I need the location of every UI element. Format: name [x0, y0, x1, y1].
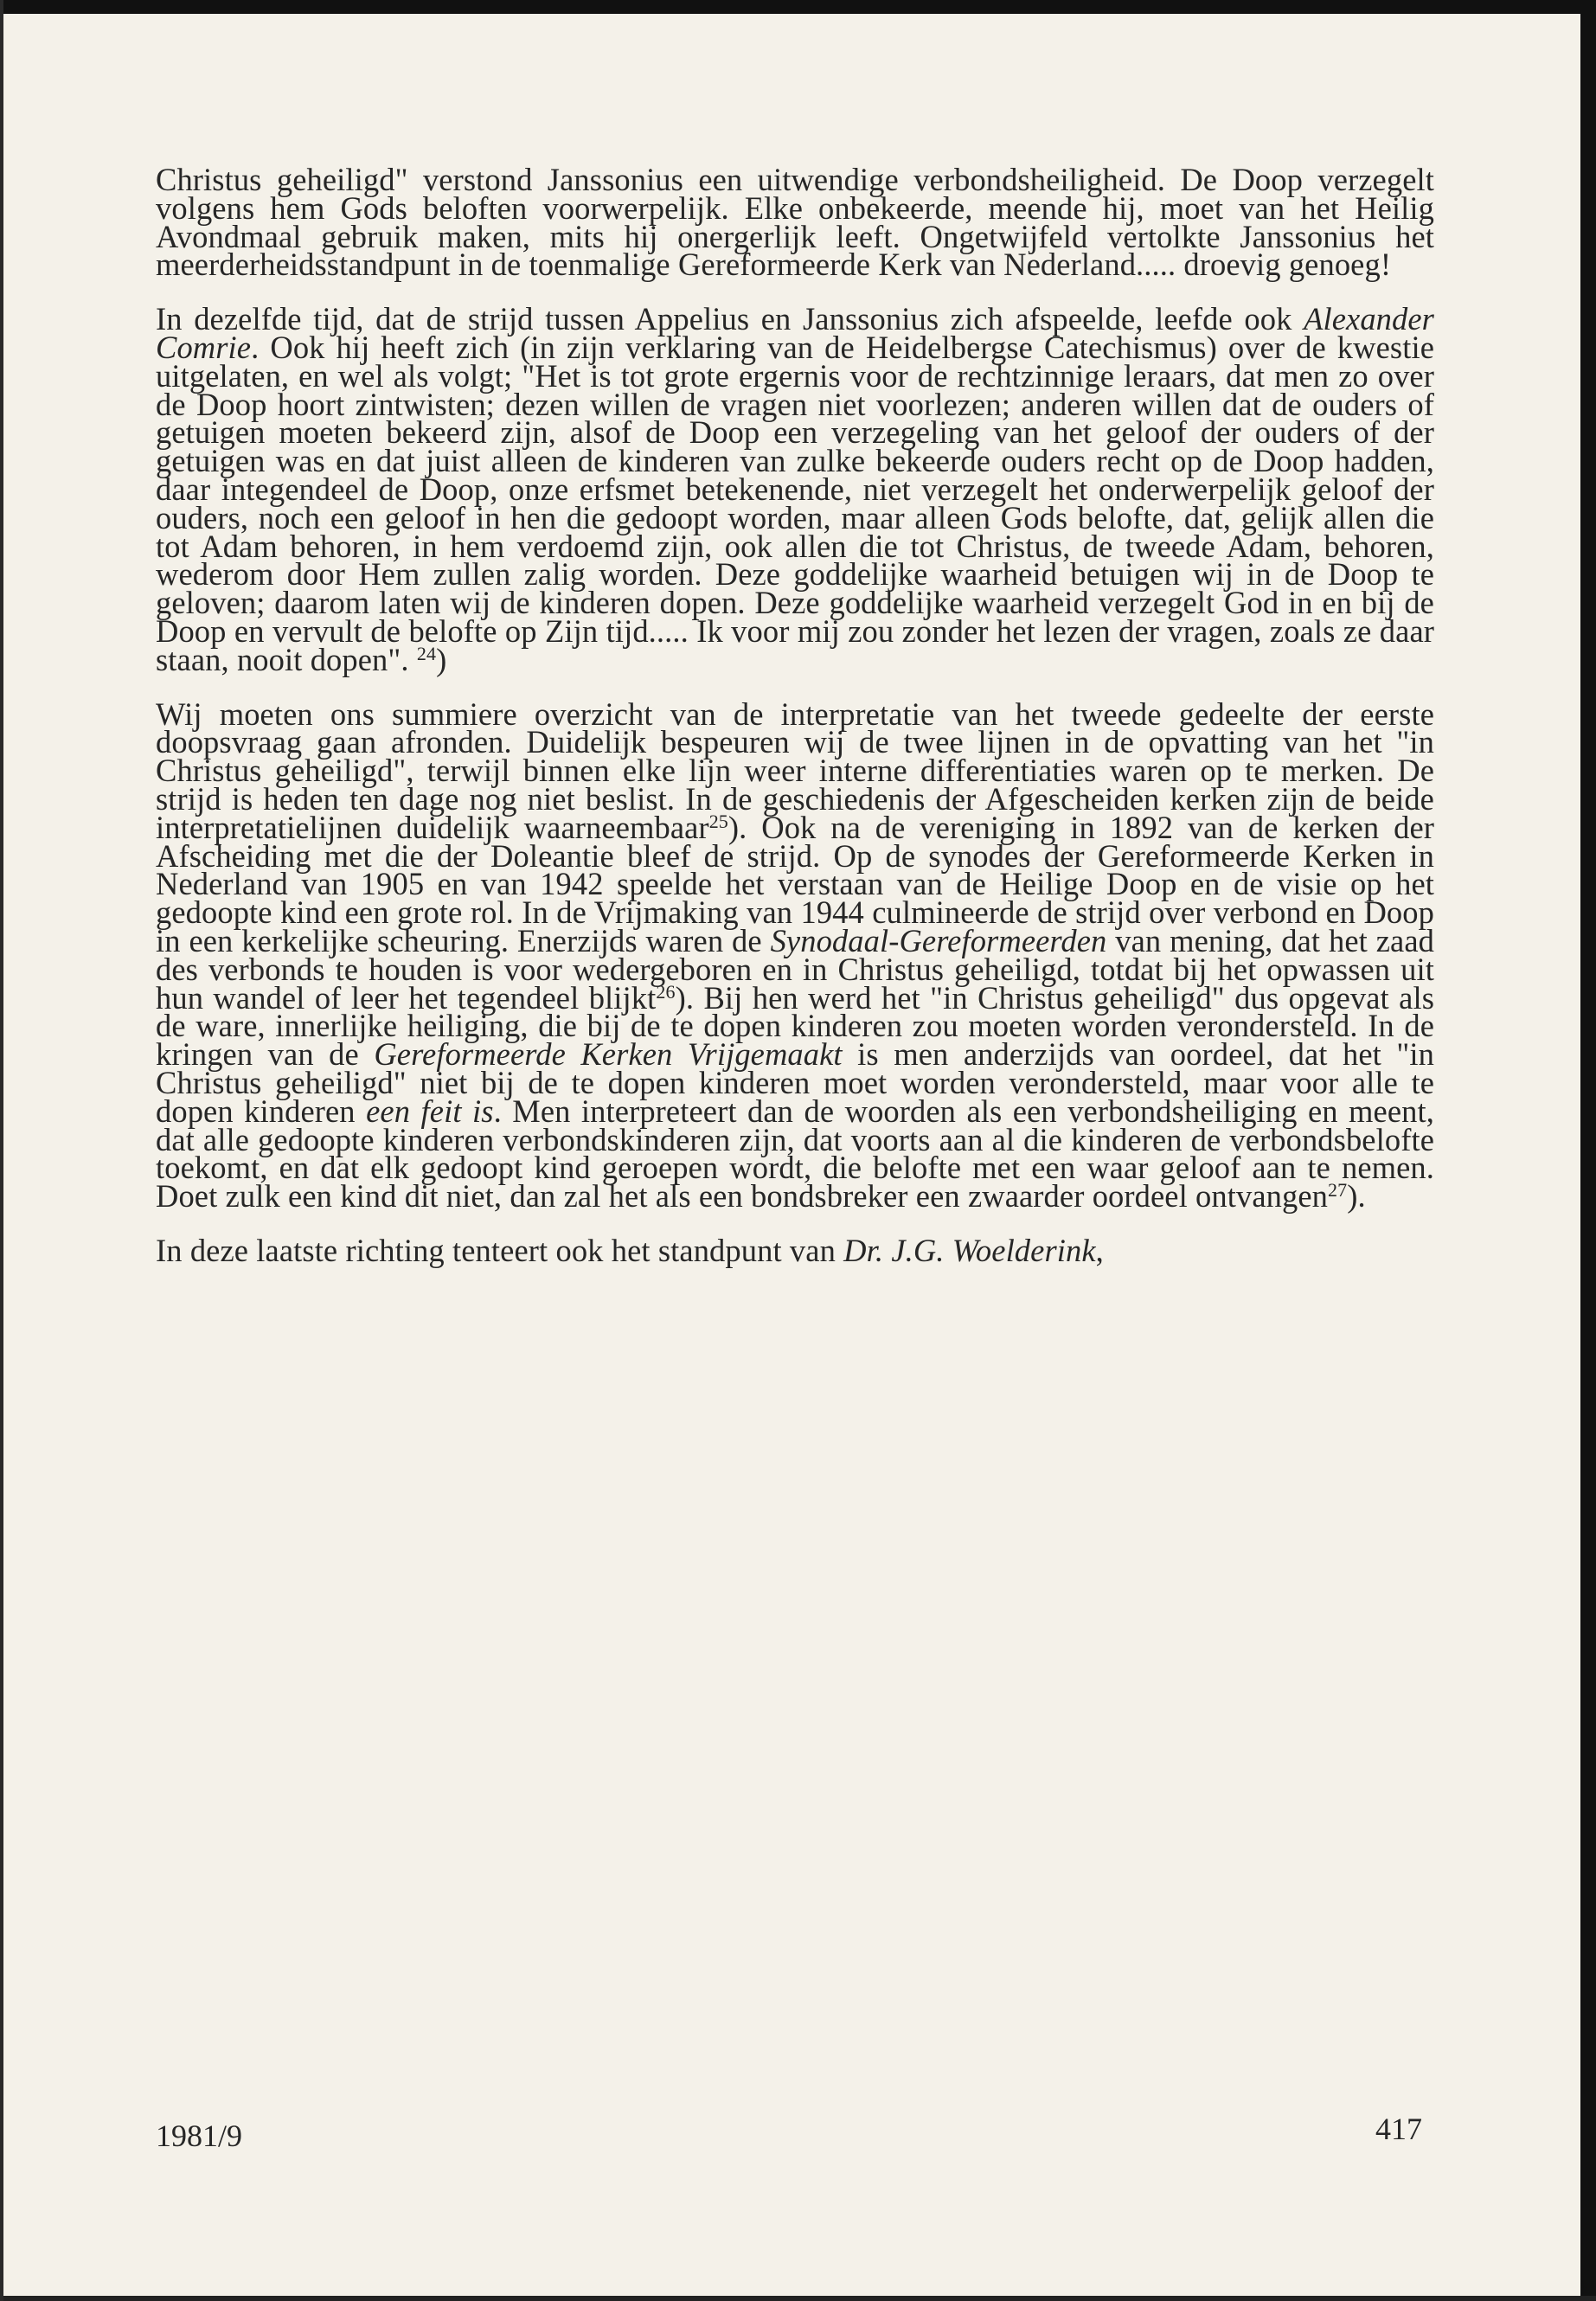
issue-number: 1981/9	[156, 2118, 243, 2153]
italic-text: Gereformeerde Kerken Vrijgemaakt	[374, 1036, 843, 1073]
italic-text: Synodaal-Gereformeerden	[770, 922, 1107, 958]
scan-border-left	[0, 0, 3, 2301]
footnote-ref: 26	[656, 980, 676, 1003]
text-run: . Ook hij heeft zich (in zijn verklaring van de Heidelbergse Catechismus) over de kwestie uitgelaten, en wel als volgt; "Het is tot grote ergernis voor de rechtzinnige leraars, dat men zo over de Doop hoort zintwisten; dezen willen de vragen niet voorlezen; anderen willen dat de ouders of getuigen moeten bekeerd zijn, alsof de Doop een verzegeling van het geloof der ouders of der getuigen was en dat juist alleen de kinderen van zulke bekeerde ouders recht op de Doop hadden, daar integendeel de Doop, onze erfsmet betekenende, niet verzegelt het onderwerpelijk geloof der ouders, noch een geloof in hen die gedoopt worden, maar alleen Gods belofte, dat, gelijk allen die tot Adam behoren, in hem verdoemd zijn, ook allen die tot Christus, de tweede Adam, behoren, wederom door Hem zullen zalig worden. Deze goddelijke waarheid betuigen wij in de Doop te geloven; daarom laten wij de kinderen dopen. Deze goddelijke waarheid verzegelt God in en bij de Doop en vervult de belofte op Zijn tijd..... Ik voor mij zou zonder het lezen der vragen, zoals ze daar staan, nooit dopen".	[156, 329, 1434, 677]
footnote-ref: 27	[1328, 1179, 1348, 1202]
footnote-ref: 25	[708, 810, 728, 832]
scan-border-right	[1580, 0, 1596, 2301]
footnote-ref: 24	[416, 642, 437, 664]
text-run: Christus geheiligd" verstond Janssonius een uitwendige verbondsheiligheid. De Doop verzegelt volgens hem Gods beloften voorwerpelijk. Elke onbekeerde, meende hij, moet van het Heilig Avondmaal gebruik maken, mits hij onergerlijk leeft. Ongetwijfeld vertolkte Janssonius het meerderheidsstandpunt in de toenmalige Gereformeerde Kerk van Nederland..... droevig genoeg!	[156, 162, 1434, 283]
text-run: )	[436, 641, 447, 677]
paragraph	[156, 162, 1434, 283]
italic-text: een feit is	[366, 1093, 494, 1129]
page-number: 417	[1375, 2112, 1422, 2146]
text-run: van mening, dat het zaad des verbonds te houden is voor wedergeboren en in Christus geheiligd, totdat bij het opwassen uit hun wandel of leer het tegendeel blijkt	[156, 922, 1435, 1016]
text-run: In deze laatste richting tenteert ook het standpunt van	[156, 1232, 844, 1268]
italic-text: Dr. J.G. Woelderink	[843, 1232, 1096, 1268]
scan-border-top	[0, 0, 1596, 14]
scan-border-bottom	[0, 2296, 1596, 2301]
text-run: ,	[1095, 1232, 1104, 1268]
text-run: In dezelfde tijd, dat de strijd tussen Appelius en Janssonius zich afspeelde, leefde ook	[156, 301, 1304, 337]
text-run: . Men interpreteert dan de woorden als een verbondsheiliging en meent, dat alle gedoopte kinderen verbondskinderen zijn, dat voorts aan al die kinderen de verbondsbelofte toekomt, en dat elk gedoopt kind geroepen wordt, die belofte met een waar geloof aan te nemen. Doet zulk een kind dit niet, dan zal het als een bondsbreker een zwaarder oordeel ontvangen	[156, 1093, 1434, 1215]
text-run: ). Ook na de vereniging in 1892 van de kerken der Afscheiding met die der Doleantie bleef de strijd. Op de synodes der Gereformeerde Kerken in Nederland van 1905 en van 1942 speelde het verstaan van de Heilige Doop en de visie op het gedoopte kind een grote rol. In de Vrijmaking van 1944 culmineerde de strijd over verbond en Doop in een kerkelijke scheuring. Enerzijds waren de	[156, 809, 1435, 958]
text-run: ). Bij hen werd het "in Christus geheiligd" dus opgevat als de ware, innerlijke heiliging, die bij de te dopen kinderen zou moeten worden verondersteld. In de kringen van de	[156, 979, 1435, 1073]
paragraph	[156, 695, 1435, 1215]
paragraph	[156, 301, 1434, 677]
text-run: ).	[1347, 1178, 1366, 1215]
body-text	[156, 162, 1435, 1268]
paragraph	[156, 1232, 1434, 1268]
text-run: Wij moeten ons summiere overzicht van de interpretatie van het tweede gedeelte der eerste doopsvraag gaan afronden. Duidelijk bespeuren wij de twee lijnen in de opvatting van het "in Christus geheiligd", terwijl binnen elke lijn weer interne differentiaties waren op te merken. De strijd is heden ten dage nog niet beslist. In de geschiedenis der Afgescheiden kerken zijn de beide interpretatielijnen duidelijk waarneembaar	[156, 695, 1434, 845]
text-run: is men anderzijds van oordeel, dat het "in Christus geheiligd" niet bij de te dopen kinderen moet worden verondersteld, maar voor alle te dopen kinderen	[156, 1036, 1434, 1129]
italic-text: Alexander Comrie	[156, 301, 1434, 365]
